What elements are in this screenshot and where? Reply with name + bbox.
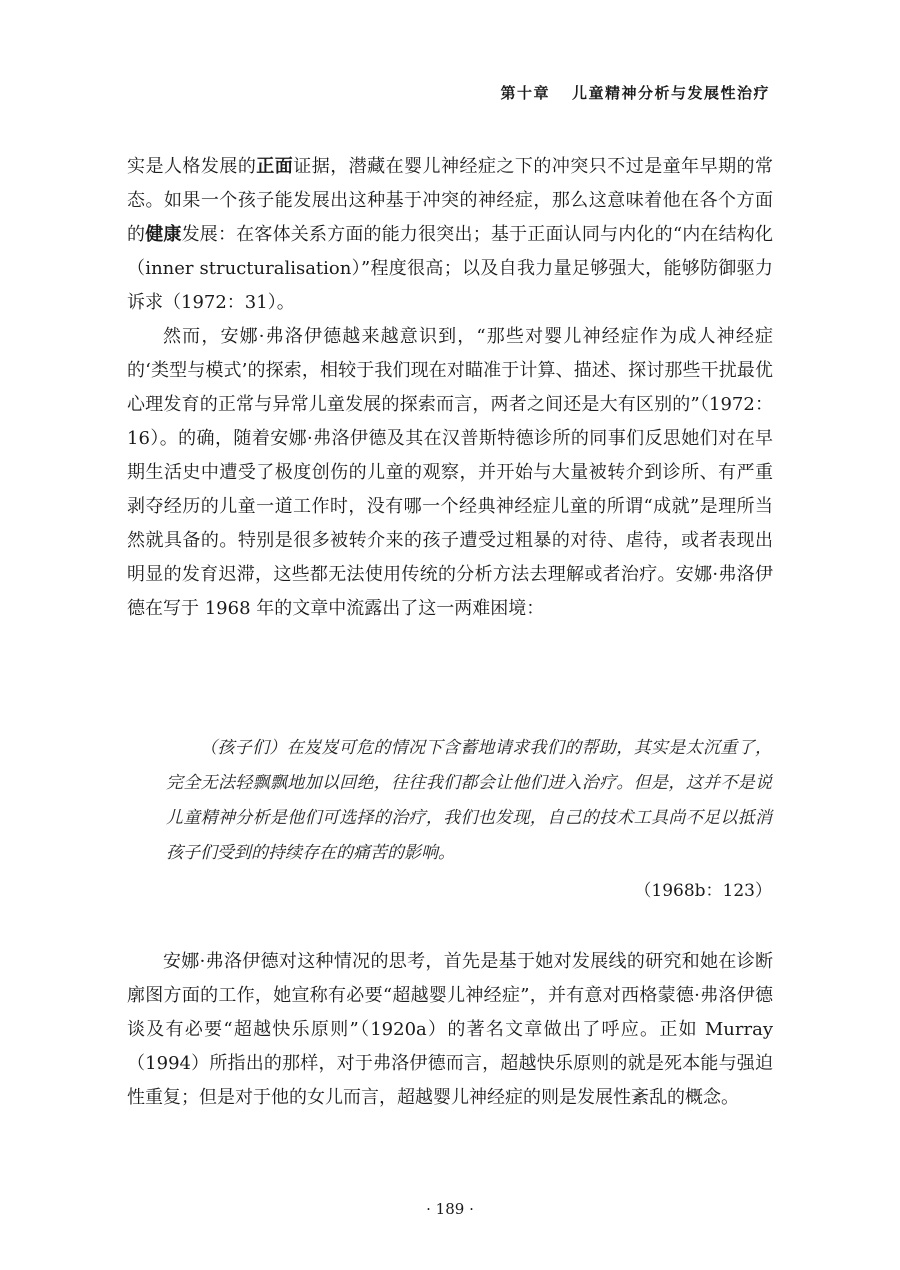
emphasis-positive: 正面 <box>256 156 294 177</box>
body-text-lower <box>127 945 773 1115</box>
page-number: · 189 · <box>426 1200 474 1218</box>
quote-text: （孩子们）在岌岌可危的情况下含蓄地请求我们的帮助，其实是太沉重了，完全无法轻飘飘地加以回绝，往往我们都会让他们进入治疗。但是，这并不是说儿童精神分析是他们可选择的治疗，我们也发现，自己的技术工具尚不足以抵消孩子们受到的持续存在的痛苦的影响。 <box>166 738 772 863</box>
paragraph-continued <box>127 150 773 320</box>
paragraph: 然而，安娜·弗洛伊德越来越意识到，“那些对婴儿神经症作为成人神经症的‘类型与模式’的探索，相较于我们现在对瞄准于计算、描述、探讨那些干扰最优心理发育的正常与异常儿童发展的探索而言，两者之间还是大有区别的”（1972：16）。的确，随着安娜·弗洛伊德及其在汉普斯特德诊所的同事们反思她们对在早期生活史中遭受了极度创伤的儿童的观察，并开始与大量被转介到诊所、有严重剥夺经历的儿童一道工作时，没有哪一个经典神经症儿童的所谓“成就”是理所当然就具备的。特别是很多被转介来的孩子遭受过粗暴的对待、虐待，或者表现出明显的发育迟滞，这些都无法使用传统的分析方法去理解或者治疗。安娜·弗洛伊德在写于 1968 年的文章中流露出了这一两难困境： <box>127 326 773 619</box>
quote-citation: （1968b：123） <box>634 881 772 901</box>
chapter-title: 儿童精神分析与发展性治疗 <box>571 84 770 102</box>
body-text-upper <box>127 150 773 626</box>
running-header <box>500 82 770 103</box>
text-run: 实是人格发展的 <box>127 156 257 177</box>
chapter-label: 第十章 <box>500 84 550 102</box>
paragraph: 安娜·弗洛伊德对这种情况的思考，首先是基于她对发展线的研究和她在诊断廓图方面的工作，她宣称有必要“超越婴儿神经症”，并有意对西格蒙德·弗洛伊德谈及有必要“超越快乐原则”（1920a）的著名文章做出了呼应。正如 Murray（1994）所指出的那样，对于弗洛伊德而言，超越快乐原则的就是死本能与强迫性重复；但是对于他的女儿而言，超越婴儿神经症的则是发展性紊乱的概念。 <box>127 951 773 1108</box>
block-quote <box>166 731 772 871</box>
text-run: 发展：在客体关系方面的能力很突出；基于正面认同与内化的“内在结构化（inner structuralisation）”程度很高；以及自我力量足够强大，能够防御驱力诉求（1972：31）。 <box>127 224 774 313</box>
text-run: 证据，潜藏在婴儿神经症之下的冲突只不过是童年早期的常态。如果一个孩子能发展出这种基于冲突的神经症，那么这意味着他在各个方面的 <box>127 156 774 245</box>
emphasis-healthy: 健康 <box>145 224 182 245</box>
